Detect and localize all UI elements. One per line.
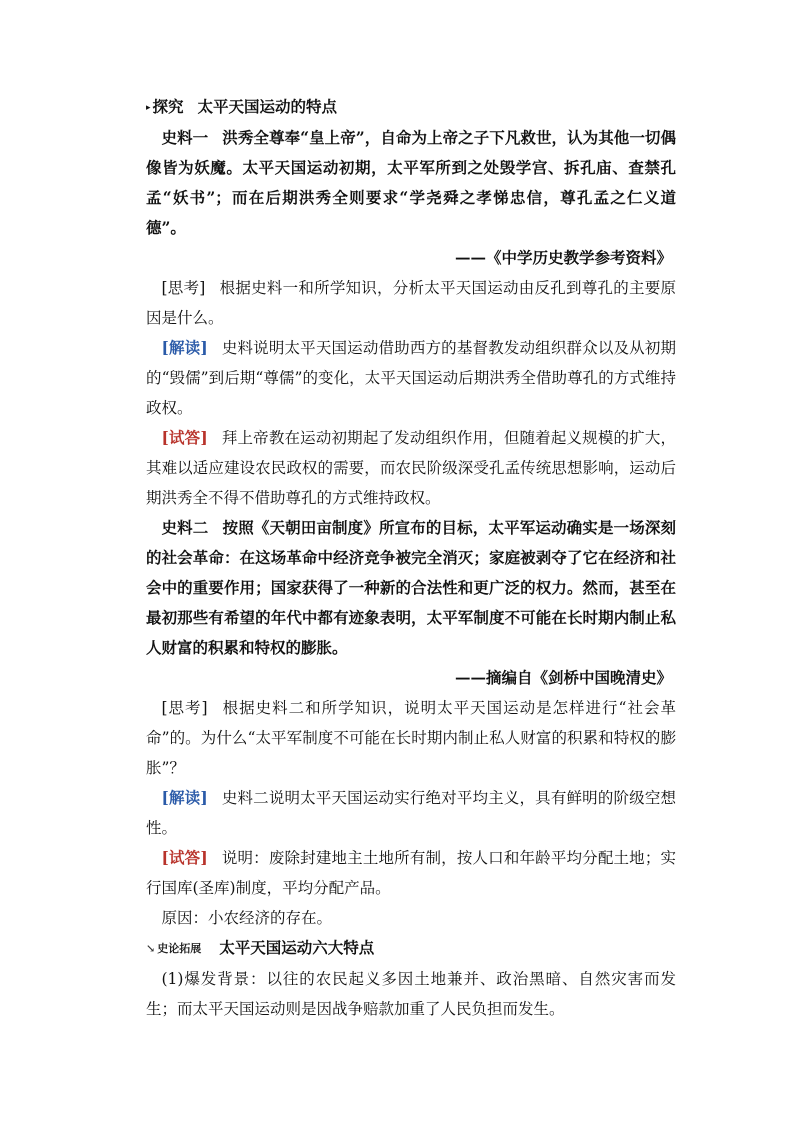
read2-text: 史料二说明太平天国运动实行绝对平均主义，具有鲜明的阶级空想性。 [146, 789, 676, 837]
source1-text: 洪秀全尊奉“皇上帝”，自命为上帝之子下凡救世，认为其他一切偶像皆为妖魔。太平天国运动初期，太平军所到之处毁学宫、拆孔庙、查禁孔孟“妖书”；而在后期洪秀全则要求“学尧舜之孝悌忠信，尊孔孟之仁义道德”。 [146, 128, 676, 237]
source2-paragraph [146, 513, 676, 663]
source1-paragraph [146, 123, 676, 243]
document-page [146, 92, 676, 1024]
extension-badge [146, 934, 201, 964]
read1-paragraph [146, 333, 676, 423]
source1-citation: ——《中学历史教学参考资料》 [454, 248, 672, 267]
think2-paragraph [146, 693, 676, 783]
think2-text: 根据史料二和所学知识，说明太平天国运动是怎样进行“社会革命”的。为什么“太平军制度不可能在长时期内制止私人财富的积累和特权的膨胀”？ [146, 699, 676, 777]
extension-title: 太平天国运动六大特点 [219, 938, 375, 957]
read1-label: [解读] [161, 338, 208, 357]
triangle-bullet-icon: ▸ [146, 103, 151, 113]
extension-badge-label: 史论拓展 [157, 942, 202, 955]
section-heading [146, 92, 676, 123]
read1-text: 史料说明太平天国运动借助西方的基督教发动组织群众以及从初期的“毁儒”到后期“尊儒”的变化，太平天国运动后期洪秀全借助尊孔的方式维持政权。 [146, 339, 676, 417]
answer2-paragraph [146, 843, 676, 903]
answer1-text: 拜上帝教在运动初期起了发动组织作用，但随着起义规模的扩大，其难以适应建设农民政权的需要，而农民阶级深受孔孟传统思想影响，运动后期洪秀全不得不借助尊孔的方式维持政权。 [146, 429, 676, 507]
think2-label: [思考] [161, 699, 208, 717]
read2-label: [解读] [161, 788, 208, 807]
think1-text: 根据史料一和所学知识，分析太平天国运动由反孔到尊孔的主要原因是什么。 [146, 279, 676, 327]
extension-heading [146, 933, 676, 964]
source2-citation: ——摘编自《剑桥中国晚清史》 [454, 668, 672, 687]
answer2-text: 说明：废除封建地主土地所有制，按人口和年龄平均分配土地；实行国库(圣库)制度，平均分配产品。 [146, 849, 676, 897]
section-title: 太平天国运动的特点 [197, 97, 338, 116]
source1-label: 史料一 [161, 128, 209, 147]
answer1-label: [试答] [161, 428, 208, 447]
answer2-reason: 原因：小农经济的存在。 [161, 909, 333, 927]
answer2-label: [试答] [161, 848, 208, 867]
arrow-down-right-icon: ↘ [146, 942, 156, 955]
source2-text: 按照《天朝田亩制度》所宣布的目标，太平军运动确实是一场深刻的社会革命：在这场革命中经济竞争被完全消灭；家庭被剥夺了它在经济和社会中的重要作用；国家获得了一种新的合法性和更广泛的权力。然而，甚至在最初那些有希望的年代中都有迹象表明，太平军制度不可能在长时期内制止私人财富的积累和特权的膨胀。 [146, 518, 676, 657]
answer1-paragraph [146, 423, 676, 513]
think1-paragraph [146, 273, 676, 333]
section-label: 探究 [152, 97, 184, 116]
read2-paragraph [146, 783, 676, 843]
think1-label: [思考] [161, 279, 206, 297]
source2-label: 史料二 [161, 518, 209, 537]
extension-item-1: (1)爆发背景：以往的农民起义多因土地兼并、政治黑暗、自然灾害而发生；而太平天国运动则是因战争赔款加重了人民负担而发生。 [146, 970, 676, 1018]
